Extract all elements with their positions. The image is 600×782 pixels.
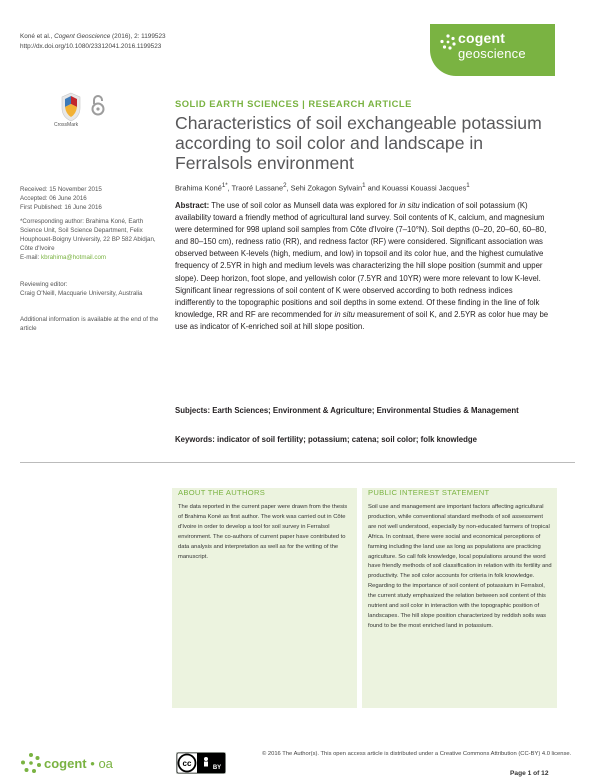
abstract-text: indication of soil potassium (K) availability toward a friendly method of agricultural land survey. Soil contents of K, calcium, and magnesium were determined for 998 upland soil samples from Côte d'Ivoire (7–10°N). Soil depths (0–20, 20–60, 60–80, and 80–150 cm), redness ratio (RR), and redness factor (RF) were considered. Significant association was observed between K-levels (high, medium, and low) in topsoil and its color hue, and the highest cumulative frequency of 2.5YR in high and medium levels was characterizing the hill slope position (summit and upper slope). Deep horizon, foot slope, and yellowish color (7.5YR and 10YR) were more relevant to low K-level. Significant linear regressions of soil content of K were observed according to both redness indices indifferently to the topographic positions and soil depths in some extend. Of these finding in the line of folk knowledge, RR and RF are recommended for (175, 201, 547, 319)
reviewing-editor-label: Reviewing editor: (20, 281, 68, 288)
brand-subject: geoscience (458, 46, 526, 61)
additional-info: Additional information is available at the end of the article (20, 316, 159, 332)
section-label: SOLID EARTH SCIENCES | RESEARCH ARTICLE (175, 98, 412, 109)
email-link[interactable]: kbrahima@hotmail.com (40, 254, 107, 261)
abstract-italic: in situ (399, 201, 420, 210)
cc-label: cc (182, 759, 192, 768)
license-text: © 2016 The Author(s). This open access article is distributed under a Creative Commons Attribution (CC-BY) 4.0 license. (262, 751, 572, 757)
published-date: First Published: 16 June 2016 (20, 204, 102, 211)
dates-block (20, 185, 160, 212)
divider (20, 462, 575, 463)
reviewing-editor: Craig O'Neill, Macquarie University, Australia (20, 290, 143, 297)
public-interest-heading: PUBLIC INTEREST STATEMENT (368, 488, 490, 497)
keywords: Keywords: indicator of soil fertility; potassium; catena; soil color; folk knowledge (175, 435, 477, 444)
author-affiliation: 2 (283, 182, 287, 189)
abstract-text: The use of soil color as Munsell data was explored for (209, 201, 400, 210)
public-interest-box (362, 488, 557, 708)
citation-authors: Koné et al., (20, 33, 53, 40)
about-authors-heading: ABOUT THE AUTHORS (178, 488, 266, 497)
about-authors-box (172, 488, 357, 708)
by-label: BY (212, 765, 222, 771)
footer-brand-main: cogent (44, 756, 87, 771)
accepted-date: Accepted: 06 June 2016 (20, 195, 87, 202)
author-affiliation: 1* (221, 182, 228, 189)
author-name[interactable]: , Sehi Zokagon Sylvain (286, 183, 363, 193)
abstract-text: measurement of soil K, and 2.5YR as color hue may be use as indicator of K-enriched soil at hill slope position. (175, 309, 549, 331)
author-name[interactable]: , Traoré Lassane (227, 183, 284, 193)
article-title: Characteristics of soil exchangeable potassium according to soil color and landscape in Ferralsols environment (175, 113, 542, 173)
public-interest-text: Soil use and management are important factors affecting agricultural production, while conventional standard methods of soil assessment are not well understood, especially by non-educated farmers of tropical Africa. In contrast, there were social and economical perceptions of farming including the land use as long as populations are practicing agriculture. So call folk knowledge, local populations around the word have friendly methods of soil classification in relation with its fertility and productivity. The soil color accounts for criteria in folk knowledge. Regarding to the importance of soil content of potassium in Ferralsol, the current study emphasized the relation between soil content of this nutrient and soil color in interaction with the topographic position of landscapes. The hill slope position characterized by reddish soils was found to be the most enriched land in potassium. (368, 504, 552, 629)
author-name[interactable]: Brahima Koné (175, 183, 222, 193)
cogent-oa-logo-icon (20, 752, 42, 774)
author-affiliation: 1 (362, 182, 366, 189)
abstract-label: Abstract: (175, 201, 210, 210)
author-affiliation: 1 (466, 182, 470, 189)
cogent-logo-icon (440, 34, 456, 50)
footer-brand (44, 756, 113, 771)
correspondence-block (20, 217, 160, 262)
footer-brand-sep: • (90, 756, 95, 771)
citation-journal: Cogent Geoscience (54, 33, 111, 40)
crossmark-label: CrossMark (54, 122, 79, 128)
received-date: Received: 15 November 2015 (20, 186, 102, 193)
crossmark-icon[interactable] (60, 92, 82, 122)
reviewing-block (20, 280, 160, 298)
email-label: E-mail: (20, 254, 41, 261)
open-access-icon (90, 94, 106, 116)
corresponding-author: *Corresponding author: Brahima Koné, Earth Science Unit, Soil Science Department, Felix Houphouet-Boigny University, 22 BP 582 Abidjan, Côte d'Ivoire (20, 218, 156, 252)
author-name[interactable]: and Kouassi Kouassi Jacques (365, 183, 467, 193)
journal-brand (430, 24, 555, 76)
subjects: Subjects: Earth Sciences; Environment & Agriculture; Environmental Studies & Management (175, 406, 519, 415)
abstract-italic: in situ (334, 309, 355, 319)
citation-line (20, 32, 166, 42)
page-number: Page 1 of 12 (510, 770, 549, 777)
abstract (175, 200, 550, 333)
email-line (20, 253, 160, 262)
about-authors-text: The data reported in the current paper were drawn from the thesis of Brahima Koné as first author. The work was carried out in Côte d'Ivoire in order to develop a tool for soil survey in Ferralsol environment. The co-authors of current paper have contributed to data analysis and interpretation as well as for the writing of the manuscript. (178, 504, 348, 560)
cc-by-license-icon[interactable] (176, 752, 226, 774)
doi-link[interactable]: http://dx.doi.org/10.1080/23312041.2016.1199523 (20, 43, 162, 50)
author-list (175, 182, 575, 192)
citation-block (20, 32, 166, 52)
brand-name: cogent (458, 30, 506, 46)
footer-brand-oa: oa (98, 756, 113, 771)
citation-rest: (2016), 2: 1199523 (110, 33, 166, 40)
